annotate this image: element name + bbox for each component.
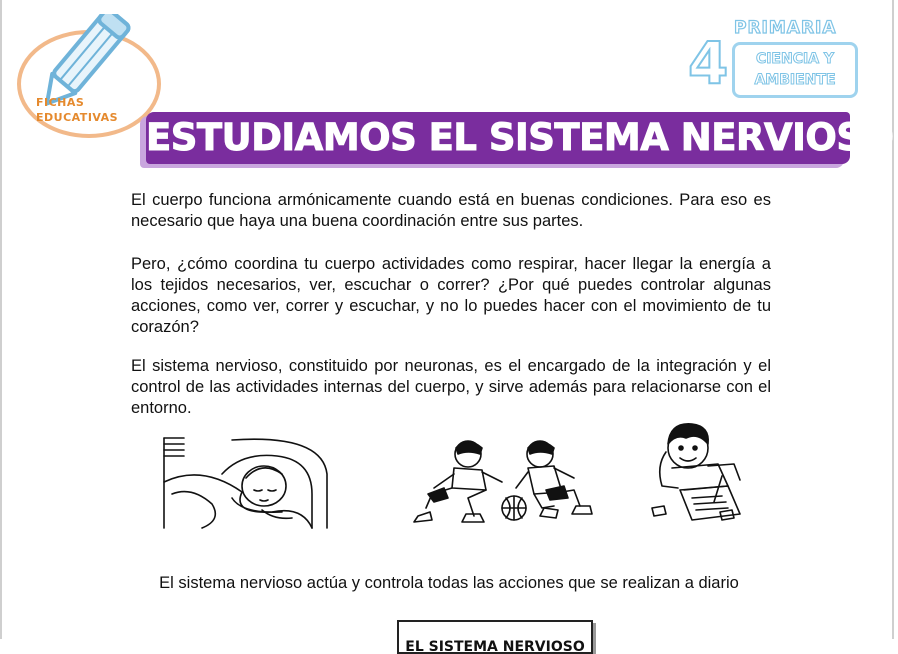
- caption: El sistema nervioso actúa y controla todas las acciones que se realizan a diario: [159, 574, 739, 592]
- fichas-educativas-logo: [14, 14, 164, 144]
- paragraph-1: El cuerpo funciona armónicamente cuando está en buenas condiciones. Para eso es necesario que haya una buena coordinación entre sus partes.: [131, 191, 771, 230]
- paragraph-3: El sistema nervioso, constituido por neuronas, es el encargado de la integración y el control de las actividades internas del cuerpo, y sirve además para relacionarse con el entorno.: [131, 357, 771, 417]
- children-playing-ball-illustration: [404, 436, 604, 533]
- section-box-label: [397, 620, 593, 654]
- page-title: ESTUDIAMOS EL SISTEMA NERVIOSO: [146, 116, 894, 159]
- title-banner: [146, 112, 894, 164]
- logo-line2: EDUCATIVAS: [36, 111, 119, 124]
- badge-subject-line2: AMBIENTE: [754, 72, 836, 88]
- logo-line1: FICHAS: [36, 96, 85, 109]
- badge-subject-line1: CIENCIA Y: [755, 51, 835, 67]
- section-box-label-text: EL SISTEMA NERVIOSO: [405, 639, 585, 654]
- badge-grade: 4: [688, 29, 729, 97]
- paragraph-2: Pero, ¿cómo coordina tu cuerpo actividades como respirar, hacer llegar la energía a los tejidos necesarios, ver, escuchar o correr? ¿Por qué puedes controlar algunas acciones, como ver, correr y escuchar, y no lo puedes hacer con el movimiento de tu corazón?: [131, 255, 771, 336]
- badge-level: PRIMARIA: [734, 18, 837, 38]
- sleeping-child-illustration: [162, 434, 332, 535]
- grade-badge: [688, 16, 868, 104]
- child-studying-illustration: [648, 416, 748, 531]
- badge-subject-box: [732, 42, 858, 98]
- pencil-icon: [14, 14, 164, 144]
